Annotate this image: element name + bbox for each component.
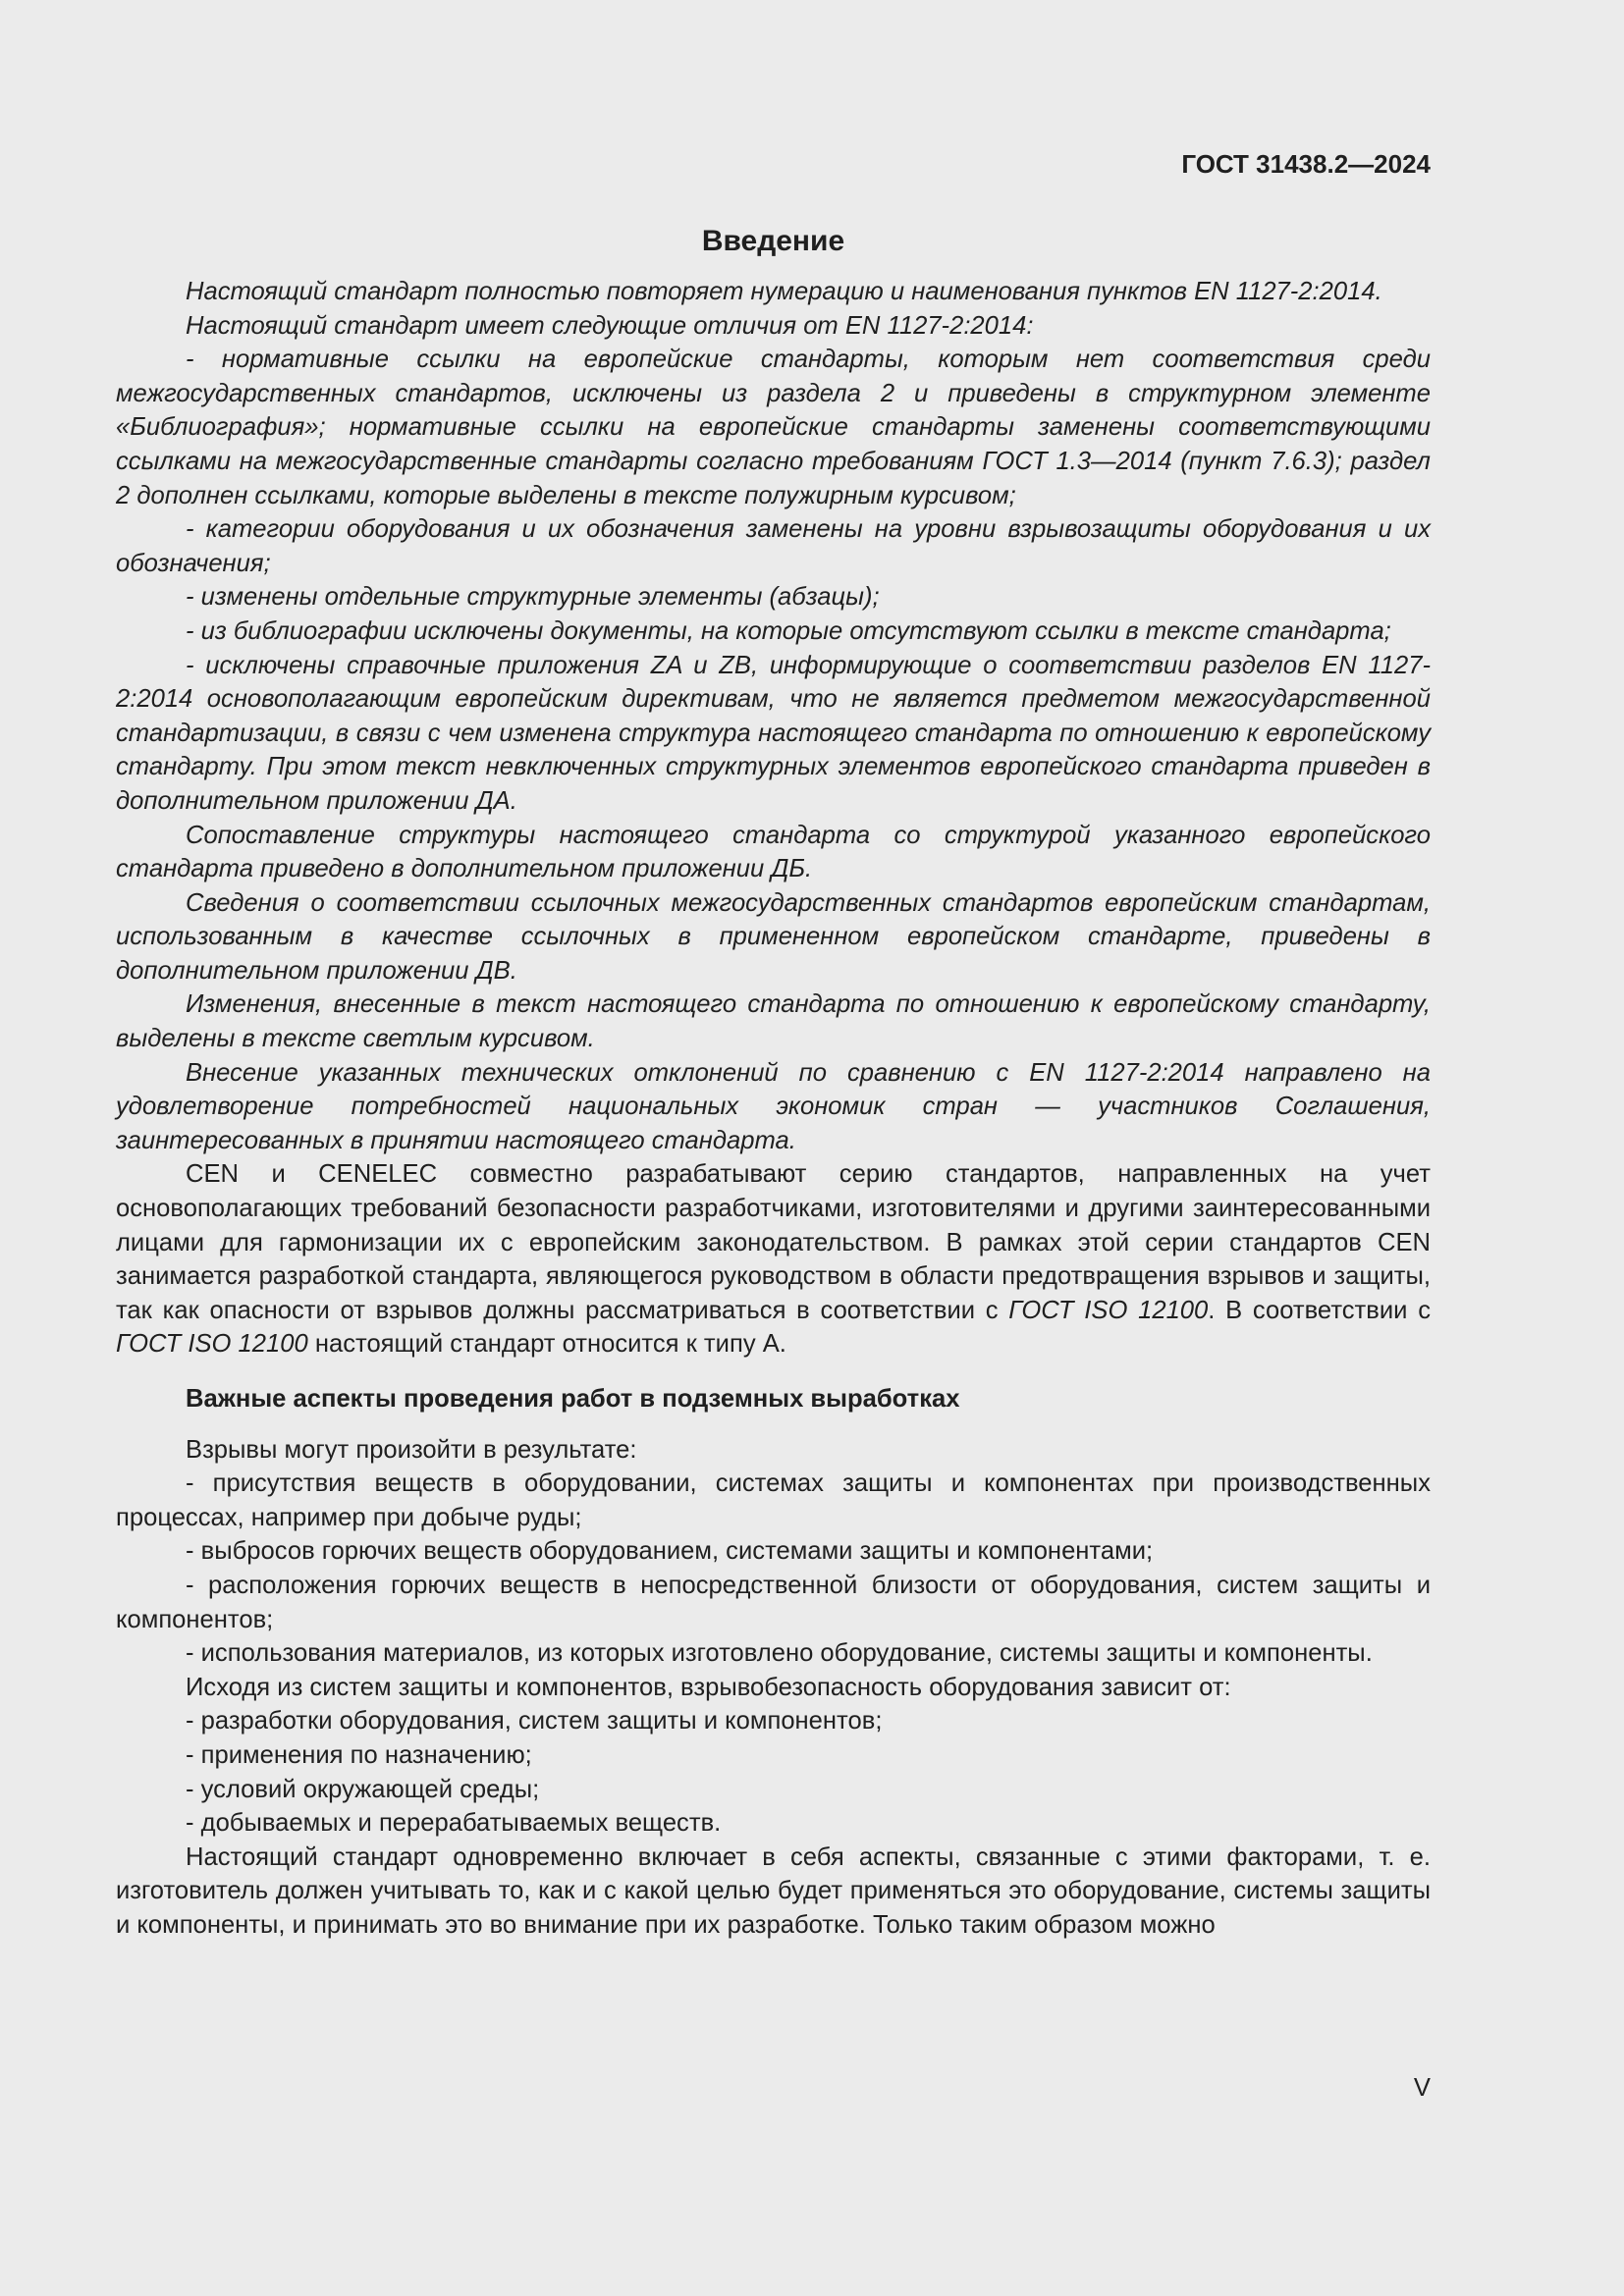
paragraph: Сопоставление структуры настоящего стандарта со структурой указанного европейского стандарта приведено в дополнительном приложении ДБ. bbox=[116, 821, 1431, 883]
paragraph: Взрывы могут произойти в результате: bbox=[186, 1435, 637, 1464]
list-item: - разработки оборудования, систем защиты и компонентов; bbox=[186, 1707, 883, 1735]
list-item: - из библиографии исключены документы, на которые отсутствуют ссылки в тексте стандарта; bbox=[186, 616, 1391, 645]
page-number: V bbox=[1413, 2074, 1431, 2102]
page-content bbox=[116, 222, 1431, 1943]
standard-reference: ГОСТ ISO 12100 bbox=[1008, 1296, 1209, 1324]
text-run: . В соответствии с bbox=[1208, 1296, 1431, 1324]
standard-reference: ГОСТ ISO 12100 bbox=[116, 1330, 308, 1359]
list-item: - применения по назначению; bbox=[186, 1740, 532, 1769]
list-item: - добываемых и перерабатываемых веществ. bbox=[186, 1809, 722, 1838]
list-item: - присутствия веществ в оборудовании, системах защиты и компонентах при производственных процессах, например при добыче руды; bbox=[116, 1469, 1431, 1531]
list-item: - категории оборудования и их обозначения заменены на уровни взрывозащиты оборудования и их обозначения; bbox=[116, 515, 1431, 577]
paragraph: Исходя из систем защиты и компонентов, взрывобезопасность оборудования зависит от: bbox=[186, 1673, 1231, 1701]
paragraph: Внесение указанных технических отклонений по сравнению с EN 1127-2:2014 направлено на удовлетворение потребностей национальных экономик стран — участников Соглашения, заинтересованных в принятии настоящего стандарта. bbox=[116, 1058, 1431, 1154]
list-item: - нормативные ссылки на европейские стандарты, которым нет соответствия среди межгосударственных стандартов, исключены из раздела 2 и приведены в структурном элементе «Библиография»; нормативные ссылки на европейские стандарты заменены соответствующими ссылками на межгосударственные стандарты согласно требованиям ГОСТ 1.3—2014 (пункт 7.6.3); раздел 2 дополнен ссылками, которые выделены в тексте полужирным курсивом; bbox=[116, 346, 1431, 509]
list-item: - использования материалов, из которых изготовлено оборудование, системы защиты и компоненты. bbox=[186, 1639, 1373, 1668]
paragraph: Настоящий стандарт одновременно включает в себя аспекты, связанные с этими факторами, т. е. изготовитель должен учитывать то, как и с какой целью будет применяться это оборудование, системы защиты и компоненты, и принимать это во внимание при их разработке. Только таким образом можно bbox=[116, 1842, 1431, 1939]
text-run: CEN и CENELEC совместно разрабатывают серию стандартов, направленных на учет основополагающих требований безопасности разработчиками, изготовителями и другими заинтересованными лицами для гармонизации их с европейским законодательством. В рамках этой серии стандартов CEN занимается разработкой стандарта, являющегося руководством в области предотвращения взрывов и защиты, так как опасности от взрывов должны рассматриваться в соответствии с bbox=[116, 1160, 1431, 1324]
section-title: Введение bbox=[701, 225, 845, 257]
document-code: ГОСТ 31438.2—2024 bbox=[1181, 149, 1431, 179]
list-item: - изменены отдельные структурные элементы (абзацы); bbox=[186, 583, 880, 612]
paragraph: Изменения, внесенные в текст настоящего стандарта по отношению к европейскому стандарту, выделены в тексте светлым курсивом. bbox=[116, 990, 1431, 1053]
list-item: - условий окружающей среды; bbox=[186, 1775, 540, 1803]
list-item: - выбросов горючих веществ оборудованием, системами защиты и компонентами; bbox=[186, 1537, 1154, 1566]
list-item: - исключены справочные приложения ZA и ZB, информирующие о соответствии разделов EN 1127-2:2014 основополагающим европейским директивам, что не является предметом межгосударственной стандартизации, в связи с чем изменена структура настоящего стандарта по отношению к европейскому стандарту. При этом текст невключенных структурных элементов европейского стандарта приведен в дополнительном приложении ДА. bbox=[116, 651, 1431, 815]
paragraph: Сведения о соответствии ссылочных межгосударственных стандартов европейским стандартам, использованным в качестве ссылочных в примененном европейском стандарте, приведены в дополнительном приложении ДВ. bbox=[116, 888, 1431, 985]
subsection-heading: Важные аспекты проведения работ в подземных выработках bbox=[186, 1385, 960, 1413]
list-item: - расположения горючих веществ в непосредственной близости от оборудования, систем защиты и компонентов; bbox=[116, 1571, 1431, 1633]
text-run: настоящий стандарт относится к типу А. bbox=[307, 1330, 786, 1359]
paragraph-cen bbox=[116, 1157, 1431, 1362]
paragraph: Настоящий стандарт имеет следующие отличия от EN 1127-2:2014: bbox=[186, 311, 1034, 340]
paragraph: Настоящий стандарт полностью повторяет нумерацию и наименования пунктов EN 1127-2:2014. bbox=[186, 278, 1382, 305]
